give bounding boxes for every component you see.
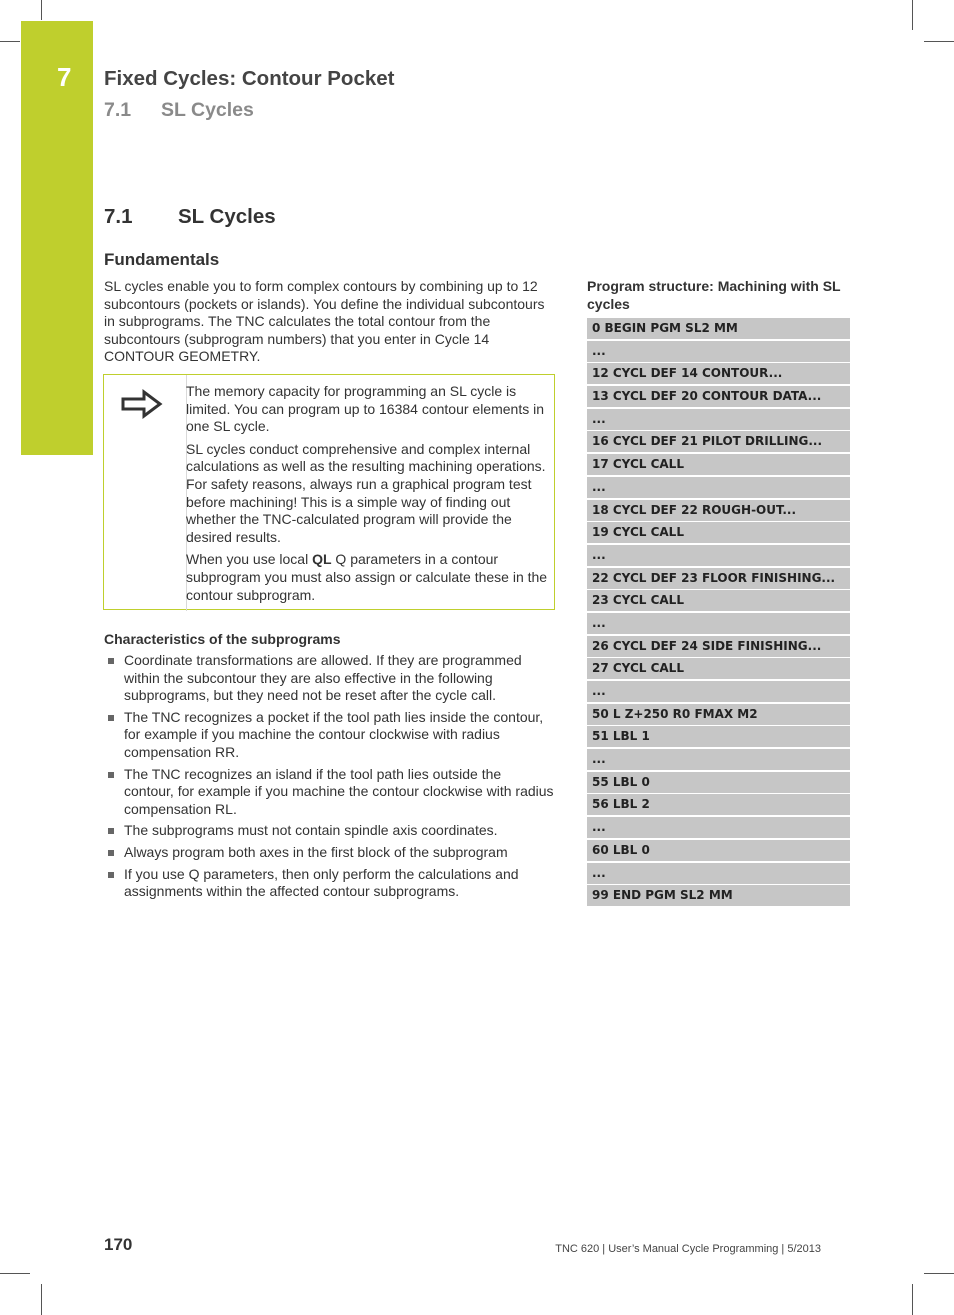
program-row: 56 LBL 2 [587,794,850,815]
footer-text: TNC 620 | User’s Manual Cycle Programming | 5/2013 [555,1243,821,1255]
note-paragraph: SL cycles conduct comprehensive and complex internal calculations as well as the resulting machining operations. For safety reasons, always run a graphical program test before machining! This is a simple way of finding out whether the TNC-calculated program will provide the desired results. [186,440,546,545]
program-row: 17 CYCL CALL [587,454,850,475]
crop-mark [924,41,954,42]
characteristics-list [104,652,554,905]
running-section-heading [104,99,254,122]
note-text: Q parameters in a contour subprogram you must also assign or calculate these in the contour subprogram. [186,551,548,603]
program-row: 51 LBL 1 [587,726,850,747]
program-row: ... [587,681,850,702]
chapter-title: Fixed Cycles: Contour Pocket [104,67,395,90]
program-row: 12 CYCL DEF 14 CONTOUR... [587,363,850,384]
list-item [104,822,554,840]
list-item-text: The TNC recognizes an island if the tool path lies outside the contour, for example if you machine the contour clockwise with radius compensation RL. [124,765,554,817]
program-row: 13 CYCL DEF 20 CONTOUR DATA... [587,386,850,407]
program-row: ... [587,817,850,838]
square-bullet-icon [108,658,114,664]
note-paragraph: The memory capacity for programming an SL cycle is limited. You can program up to 16384 contour elements in one SL cycle. [186,383,545,435]
square-bullet-icon [108,715,114,721]
program-row: 50 L Z+250 R0 FMAX M2 [587,704,850,725]
program-row: 60 LBL 0 [587,840,850,861]
program-row: ... [587,749,850,770]
square-bullet-icon [108,772,114,778]
crop-mark [0,41,20,42]
square-bullet-icon [108,828,114,834]
program-row: ... [587,613,850,634]
program-row: ... [587,341,850,362]
fundamentals-heading: Fundamentals [104,250,220,269]
program-row: 55 LBL 0 [587,772,850,793]
list-item [104,766,554,819]
program-row: ... [587,863,850,884]
list-item-text: If you use Q parameters, then only perform the calculations and assignments within the affected contour subprograms. [124,865,519,900]
program-row: 26 CYCL DEF 24 SIDE FINISHING... [587,636,850,657]
square-bullet-icon [108,850,114,856]
program-structure-heading: Program structure: Machining with SL cycles [587,278,841,312]
characteristics-heading: Characteristics of the subprograms [104,631,341,647]
program-row: 23 CYCL CALL [587,590,850,611]
list-item-text: Coordinate transformations are allowed. If they are programmed within the subcontour they are also effective in the following subprograms, but they need not be reset after the cycle call. [124,652,522,704]
program-row: 99 END PGM SL2 MM [587,885,850,906]
list-item [104,844,554,862]
list-item [104,709,554,762]
page-number: 170 [104,1235,133,1254]
program-row: 27 CYCL CALL [587,658,850,679]
program-listing [587,318,850,908]
program-row: 16 CYCL DEF 21 PILOT DRILLING... [587,431,850,452]
program-row: 22 CYCL DEF 23 FLOOR FINISHING... [587,568,850,589]
section-number: 7.1 [104,205,133,228]
section-heading [104,205,276,229]
program-row: 18 CYCL DEF 22 ROUGH-OUT... [587,500,850,521]
program-row: 0 BEGIN PGM SL2 MM [587,318,850,339]
crop-mark [41,0,42,20]
program-row: 19 CYCL CALL [587,522,850,543]
program-row: ... [587,545,850,566]
note-content [186,383,548,609]
crop-mark [41,1284,42,1315]
note-bold-text: QL [312,551,332,568]
running-section-title: SL Cycles [161,99,254,121]
crop-mark [912,0,913,30]
list-item-text: The subprograms must not contain spindle axis coordinates. [124,822,498,839]
list-item-text: Always program both axes in the first block of the subprogram [124,843,508,860]
running-section-number: 7.1 [104,99,132,121]
program-row: ... [587,409,850,430]
crop-mark [912,1284,913,1315]
chapter-number: 7 [57,62,72,92]
fundamentals-paragraph: SL cycles enable you to form complex contours by combining up to 12 subcontours (pockets or islands). You define the individual subcontours in subprograms. The TNC calculates the total contour from the subcontours (subprogram numbers) that you enter in Cycle 14 CONTOUR GEOMETRY. [104,278,545,365]
list-item [104,866,554,901]
note-text: When you use local [186,551,313,568]
note-box [103,374,555,610]
crop-mark [924,1273,954,1274]
arrow-right-icon [120,389,164,424]
note-paragraph [186,551,548,604]
list-item-text: The TNC recognizes a pocket if the tool path lies inside the contour, for example if you machine the contour clockwise with radius compensation RR. [124,708,544,760]
program-row: ... [587,477,850,498]
square-bullet-icon [108,872,114,878]
list-item [104,652,554,705]
crop-mark [0,1273,30,1274]
section-title: SL Cycles [178,205,276,228]
